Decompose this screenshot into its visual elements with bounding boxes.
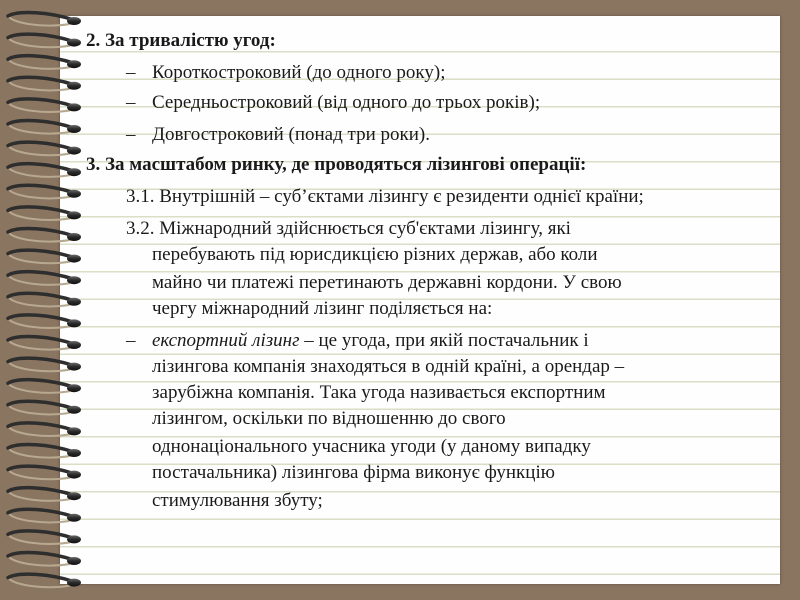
spiral-ring-icon	[8, 401, 81, 414]
list-dash: –	[126, 62, 136, 83]
subsection-3-2-line: майно чи платежі перетинають державні кордони. У свою	[152, 272, 622, 293]
spiral-ring-icon	[8, 142, 81, 155]
export-leasing-line: лізингова компанія знаходяться в одній країні, а орендар –	[152, 356, 625, 377]
section-2-heading: 2. За тривалістю угод:	[86, 30, 276, 51]
spiral-ring-icon	[8, 337, 81, 350]
spiral-ring-icon	[8, 466, 81, 479]
spiral-ring-icon	[8, 77, 81, 90]
spiral-ring-icon	[8, 164, 81, 177]
export-leasing-term: експортний лізинг	[152, 330, 300, 351]
list-item: Короткостроковий (до одного року);	[152, 62, 446, 83]
spiral-ring-icon	[8, 34, 81, 47]
spiral-ring-icon	[8, 315, 81, 328]
spiral-ring-icon	[8, 553, 81, 566]
export-leasing-text: – це угода, при якій постачальник і	[299, 330, 589, 351]
list-dash: –	[126, 124, 136, 145]
spiral-ring-icon	[8, 488, 81, 501]
spiral-ring-icon	[8, 121, 81, 134]
spiral-ring-icon	[8, 358, 81, 371]
list-item: Довгостроковий (понад три роки).	[152, 124, 430, 145]
spiral-ring-icon	[8, 99, 81, 112]
list-item: Середньостроковий (від одного до трьох років);	[152, 92, 541, 113]
list-dash: –	[126, 92, 136, 113]
spiral-ring-icon	[8, 207, 81, 220]
spiral-ring-icon	[8, 574, 81, 587]
spiral-ring-icon	[8, 56, 81, 69]
spiral-ring-icon	[8, 445, 81, 458]
spiral-ring-icon	[8, 185, 81, 198]
slide-content	[86, 0, 798, 600]
subsection-3-2-line: перебувають під юрисдикцією різних держав, або коли	[152, 244, 598, 265]
spiral-ring-icon	[8, 293, 81, 306]
spiral-ring-icon	[8, 13, 81, 26]
export-leasing-line: постачальника) лізингова фірма виконує функцію	[152, 462, 555, 483]
export-leasing-line	[152, 330, 589, 352]
subsection-3-2-line: 3.2. Міжнародний здійснюється суб'єктами лізингу, які	[126, 218, 571, 239]
spiral-binding-icon	[0, 0, 90, 600]
spiral-ring-icon	[8, 229, 81, 242]
spiral-ring-icon	[8, 250, 81, 263]
export-leasing-line: лізингом, оскільки по відношенню до свого	[152, 408, 506, 429]
spiral-ring-icon	[8, 272, 81, 285]
subsection-3-2-line: чергу міжнародний лізинг поділяється на:	[152, 298, 493, 319]
spiral-ring-icon	[8, 423, 81, 436]
spiral-ring-icon	[8, 509, 81, 522]
spiral-ring-icon	[8, 380, 81, 393]
export-leasing-line: стимулювання збуту;	[152, 490, 323, 511]
subsection-3-1: 3.1. Внутрішній – суб’єктами лізингу є резиденти однієї країни;	[126, 186, 644, 207]
section-3-heading: 3. За масштабом ринку, де проводяться лізингові операції:	[86, 154, 587, 175]
export-leasing-line: однонаціонального учасника угоди (у даному випадку	[152, 436, 591, 457]
list-dash: –	[126, 330, 136, 351]
export-leasing-line: зарубіжна компанія. Така угода називається експортним	[152, 382, 606, 403]
spiral-ring-icon	[8, 531, 81, 544]
